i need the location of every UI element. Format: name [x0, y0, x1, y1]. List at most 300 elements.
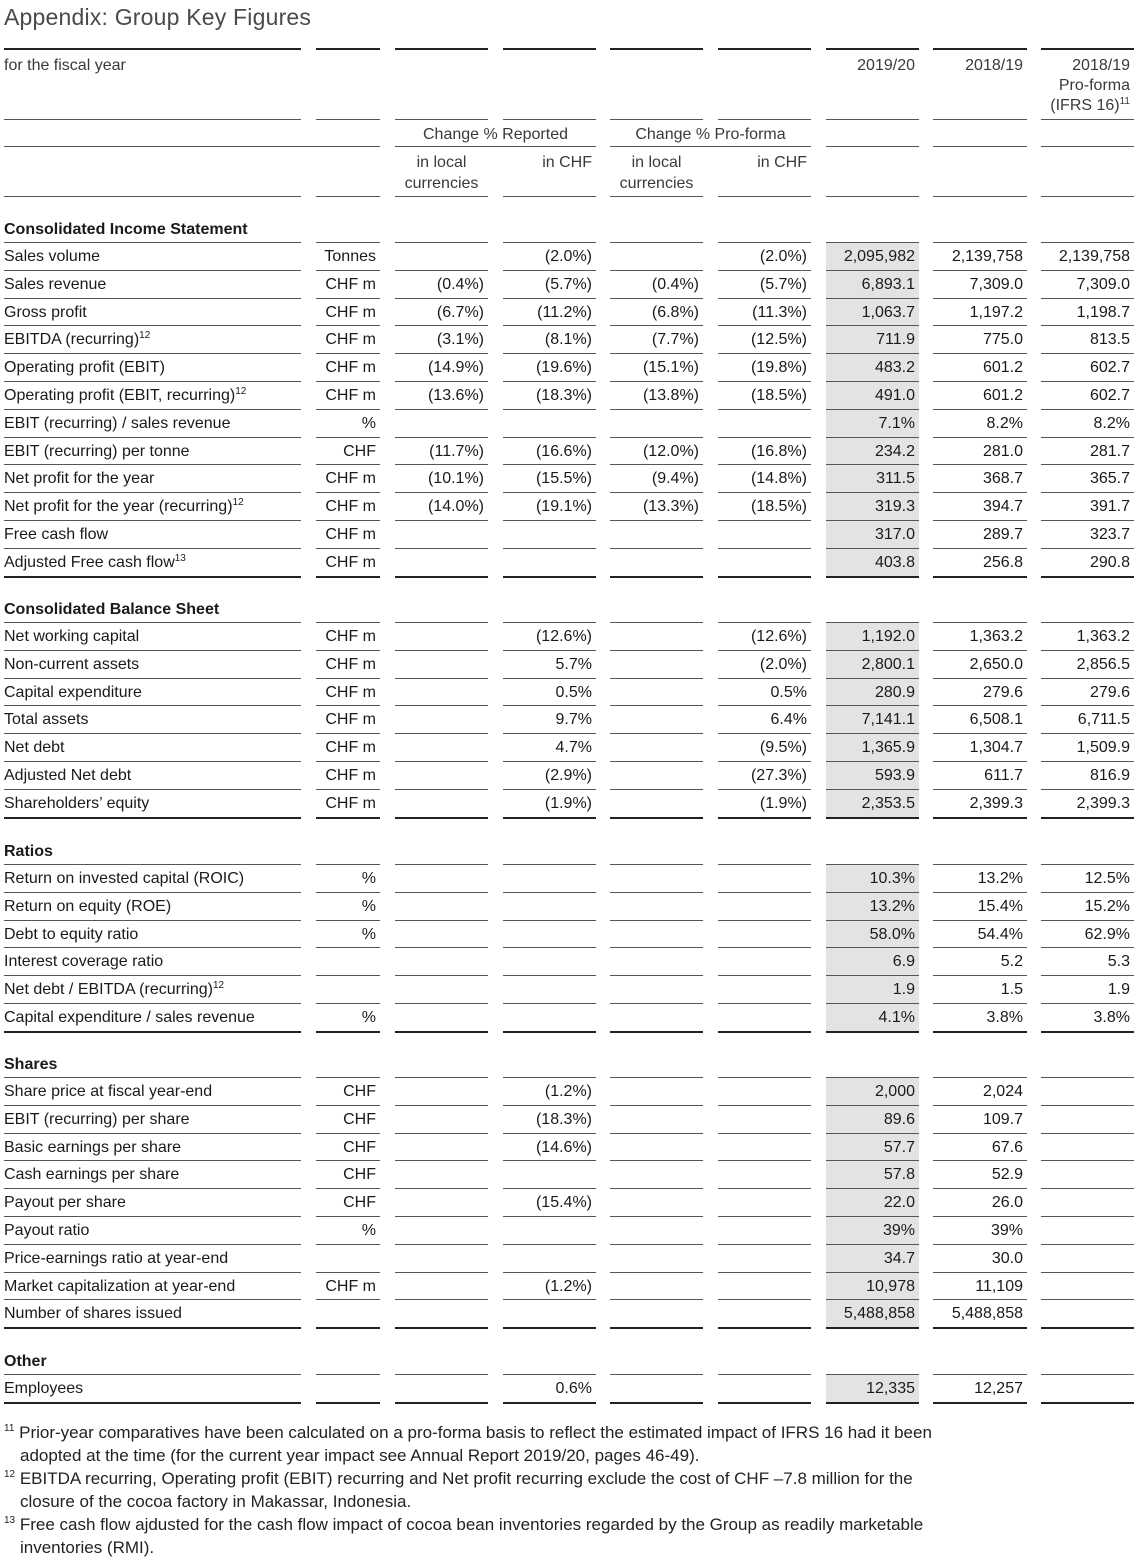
cell-y2: 109.7 — [982, 1110, 1023, 1128]
rule-line — [316, 705, 380, 706]
rule-line — [395, 920, 488, 921]
cell-y1: 2,353.5 — [861, 794, 915, 812]
rule-line — [718, 1003, 811, 1004]
rule-line — [4, 705, 301, 706]
rule-line — [395, 48, 488, 50]
rule-line — [933, 409, 1027, 410]
rule-line — [4, 733, 301, 734]
row-unit: CHF m — [325, 655, 376, 673]
row-unit: CHF m — [325, 275, 376, 293]
rule-line — [1041, 464, 1134, 465]
rule-line — [4, 48, 301, 50]
rule-line — [503, 1272, 596, 1273]
cell-c4: (1.9%) — [759, 794, 807, 812]
rule-line — [4, 146, 329, 147]
rule-line — [610, 705, 703, 706]
rule-line — [316, 947, 380, 948]
rule-line — [503, 947, 596, 948]
rule-line — [1041, 520, 1134, 521]
rule-line — [826, 789, 919, 790]
rule-line — [316, 733, 380, 734]
rule-line — [610, 548, 703, 549]
rule-line — [933, 1272, 1027, 1273]
rule-line — [933, 1031, 1027, 1033]
rule-line — [4, 817, 301, 819]
year-proforma-header: 2018/19 — [1072, 57, 1130, 74]
rule-line — [610, 1031, 703, 1033]
rule-line — [316, 817, 380, 819]
rule-line — [718, 622, 811, 623]
rule-line — [933, 548, 1027, 549]
rule-line — [316, 242, 380, 243]
rule-line — [933, 1216, 1027, 1217]
rule-line — [1041, 1402, 1134, 1404]
rule-line — [395, 1133, 488, 1134]
rule-line — [316, 270, 380, 271]
rule-line — [503, 1105, 596, 1106]
rule-line — [395, 548, 488, 549]
rule-line — [1041, 437, 1134, 438]
rule-line — [718, 975, 811, 976]
cell-y2: 1,363.2 — [969, 628, 1023, 645]
rule-line — [395, 1031, 488, 1033]
rule-line — [933, 1160, 1027, 1161]
cell-y1: 317.0 — [874, 526, 915, 543]
rule-line — [718, 353, 811, 354]
rule-line — [316, 1160, 380, 1161]
section-title: Consolidated Income Statement — [4, 221, 248, 238]
rule-line — [610, 1077, 703, 1078]
rule-line — [316, 789, 380, 790]
rule-line — [395, 119, 488, 120]
rule-line — [610, 1374, 703, 1375]
rule-line — [1041, 817, 1134, 819]
rule-line — [316, 381, 380, 382]
cell-c1: (0.4%) — [436, 275, 484, 293]
row-unit: CHF — [343, 442, 376, 460]
footnote-text: closure of the cocoa factory in Makassar, Indonesia. — [20, 1492, 412, 1511]
row-label: Interest coverage ratio — [4, 953, 164, 971]
row-label: Net profit for the year — [4, 470, 155, 488]
rule-line — [1041, 678, 1134, 679]
rule-line — [826, 1327, 919, 1329]
rule-line — [395, 892, 488, 893]
rule-line — [933, 520, 1027, 521]
cell-c1: (14.9%) — [427, 359, 484, 377]
rule-line — [503, 975, 596, 976]
cell-c2: (15.4%) — [535, 1194, 592, 1212]
rule-line — [826, 520, 919, 521]
footnote-text: Free cash flow ajdusted for the cash flow impact of cocoa bean inventories regarded by the Group as readily marketable — [15, 1515, 924, 1534]
rule-line — [1041, 864, 1134, 865]
rule-line — [718, 1272, 811, 1273]
rule-line — [610, 298, 703, 299]
rule-line — [933, 1374, 1027, 1375]
cell-c2: (1.2%) — [544, 1277, 592, 1295]
rule-line — [933, 1105, 1027, 1106]
cell-y2: 2,650.0 — [969, 655, 1023, 673]
cell-y3: 7,309.0 — [1076, 275, 1130, 293]
rule-line — [933, 492, 1027, 493]
rule-line — [316, 1105, 380, 1106]
rule-line — [316, 920, 380, 921]
rule-line — [4, 920, 301, 921]
row-label: Total assets — [4, 711, 89, 729]
cell-y1: 491.0 — [874, 387, 915, 404]
row-label: Net profit for the year (recurring)$^{12}$ — [4, 497, 244, 516]
rule-line — [933, 437, 1027, 438]
rule-line — [395, 650, 488, 651]
cell-y3: 6,711.5 — [1077, 711, 1130, 729]
cell-y1: 311.5 — [876, 470, 915, 488]
rule-line — [826, 1272, 919, 1273]
rule-line — [4, 381, 301, 382]
rule-line — [316, 1077, 380, 1078]
cell-c4: (18.5%) — [750, 387, 807, 404]
rule-line — [610, 789, 703, 790]
rule-line — [503, 1299, 596, 1300]
cell-y2: 52.9 — [991, 1166, 1023, 1184]
cell-c2: (11.2%) — [537, 303, 592, 321]
rule-line — [395, 242, 488, 243]
cell-y2: 394.7 — [982, 498, 1023, 516]
row-unit: CHF m — [325, 1277, 376, 1295]
rule-line — [718, 947, 811, 948]
rule-line — [4, 650, 301, 651]
cell-y2: 281.0 — [982, 442, 1023, 460]
rule-line — [316, 520, 380, 521]
rule-line — [610, 492, 703, 493]
cell-c4: 0.5% — [770, 683, 807, 701]
rule-line — [610, 409, 703, 410]
rule-line — [316, 1299, 380, 1300]
rule-line — [395, 1272, 488, 1273]
cell-y1: 10.3% — [869, 870, 915, 887]
row-label: Operating profit (EBIT) — [4, 359, 165, 377]
rule-line — [826, 1216, 919, 1217]
cell-c4: (2.0%) — [759, 248, 807, 265]
rule-line — [503, 520, 596, 521]
cell-c2: (2.9%) — [544, 767, 592, 784]
rule-line — [503, 1188, 596, 1189]
rule-line — [316, 196, 380, 197]
footnote — [4, 1467, 1104, 1513]
row-label: Basic earnings per share — [4, 1138, 181, 1156]
cell-y1: 7.1% — [878, 414, 915, 432]
cell-c2: (2.0%) — [544, 248, 592, 265]
rule-line — [933, 576, 1027, 578]
rule-line — [4, 119, 301, 120]
rule-line — [1041, 975, 1134, 976]
row-label: EBITDA (recurring)$^{12}$ — [4, 330, 151, 349]
rule-line — [395, 381, 488, 382]
rule-line — [933, 196, 1027, 197]
rule-line — [503, 1003, 596, 1004]
row-unit: CHF m — [325, 794, 376, 812]
rule-line — [718, 650, 811, 651]
rule-line — [826, 1244, 919, 1245]
rule-line — [1041, 733, 1134, 734]
cell-c3: (15.1%) — [642, 359, 699, 377]
chf-header: in CHF — [542, 154, 592, 171]
cell-c4: (14.8%) — [750, 470, 807, 488]
rule-line — [933, 733, 1027, 734]
rule-line — [1041, 576, 1134, 578]
row-label: Sales volume — [4, 248, 101, 265]
rule-line — [826, 1402, 919, 1404]
rule-line — [933, 353, 1027, 354]
footnote-ref: 12 — [235, 386, 247, 397]
rule-line — [718, 789, 811, 790]
rule-line — [826, 650, 919, 651]
rule-line — [826, 1031, 919, 1033]
rule-line — [933, 1077, 1027, 1078]
rule-line — [718, 1216, 811, 1217]
rule-line — [395, 1299, 488, 1300]
rule-line — [316, 492, 380, 493]
rule-line — [610, 270, 703, 271]
rule-line — [4, 1327, 301, 1329]
rule-line — [1041, 119, 1134, 120]
rule-line — [395, 576, 488, 578]
rule-line — [718, 761, 811, 762]
rule-line — [395, 1188, 488, 1189]
rule-line — [610, 678, 703, 679]
rule-line — [933, 464, 1027, 465]
cell-c4: (5.7%) — [759, 275, 807, 293]
rule-line — [503, 298, 596, 299]
rule-line — [4, 437, 301, 438]
cell-y1: 58.0% — [869, 925, 915, 943]
rule-line — [1041, 1216, 1134, 1217]
cell-c4: 6.4% — [770, 711, 807, 729]
rule-line — [503, 119, 596, 120]
rule-line — [503, 464, 596, 465]
rule-line — [395, 705, 488, 706]
footnote-ref: 12 — [139, 330, 151, 342]
rule-line — [1041, 789, 1134, 790]
row-unit: CHF m — [325, 470, 376, 488]
cell-y3: 1,363.2 — [1076, 628, 1130, 645]
rule-line — [316, 1272, 380, 1273]
local-currency-header: currencies — [404, 175, 479, 192]
rule-line — [503, 1216, 596, 1217]
cell-c4: (16.8%) — [750, 442, 807, 460]
rule-line — [1041, 650, 1134, 651]
row-label: Free cash flow — [4, 526, 109, 543]
rule-line — [503, 242, 596, 243]
cell-y1: 280.9 — [874, 683, 915, 701]
cell-y3: 2,856.5 — [1076, 655, 1130, 673]
cell-c4: (27.3%) — [750, 767, 807, 784]
rule-line — [718, 1077, 811, 1078]
cell-c2: (18.3%) — [535, 1110, 592, 1128]
rule-line — [503, 548, 596, 549]
rule-line — [4, 975, 301, 976]
cell-y2: 12,257 — [974, 1380, 1023, 1397]
footnote-text: Prior-year comparatives have been calculated on a pro-forma basis to reflect the estimated impact of IFRS 16 had it been — [14, 1423, 932, 1442]
row-unit: CHF m — [325, 683, 376, 701]
cell-y3: 15.2% — [1084, 897, 1130, 915]
cell-y2: 1.5 — [1000, 981, 1023, 999]
rule-line — [826, 298, 919, 299]
cell-y2: 601.2 — [982, 387, 1023, 404]
cell-y3: 1,198.7 — [1076, 303, 1130, 321]
footnote-text: adopted at the time (for the current year impact see Annual Report 2019/20, pages 46-49). — [20, 1446, 700, 1465]
cell-y1: 1.9 — [892, 981, 915, 999]
rule-line — [316, 1133, 380, 1134]
cell-y1: 234.2 — [874, 442, 915, 460]
cell-y2: 30.0 — [991, 1249, 1023, 1267]
rule-line — [316, 409, 380, 410]
rule-line — [4, 1133, 301, 1134]
rule-line — [718, 678, 811, 679]
rule-line — [1041, 492, 1134, 493]
rule-line — [503, 761, 596, 762]
cell-y2: 775.0 — [982, 331, 1023, 349]
cell-c3: (0.4%) — [651, 275, 699, 293]
rule-line — [826, 1105, 919, 1106]
row-label: Payout per share — [4, 1194, 126, 1212]
rule-line — [1041, 1105, 1134, 1106]
rule-line — [826, 119, 919, 120]
cell-y3: 12.5% — [1084, 870, 1130, 887]
cell-c2: (1.2%) — [544, 1083, 592, 1100]
rule-line — [1041, 1031, 1134, 1033]
row-label: Adjusted Net debt — [4, 767, 132, 784]
row-unit: CHF m — [325, 628, 376, 645]
rule-line — [933, 817, 1027, 819]
rule-line — [610, 947, 703, 948]
row-unit: % — [361, 1009, 376, 1026]
rule-line — [4, 1031, 301, 1033]
rule-line — [4, 520, 301, 521]
cell-y1: 13.2% — [869, 897, 915, 915]
row-unit: CHF m — [325, 526, 376, 543]
row-label: Net debt — [4, 739, 65, 757]
rule-line — [718, 492, 811, 493]
rule-line — [395, 520, 488, 521]
rule-line — [395, 975, 488, 976]
cell-y3: 602.7 — [1089, 359, 1130, 377]
rule-line — [933, 1402, 1027, 1404]
cell-c2: (12.6%) — [535, 628, 592, 645]
cell-y2: 2,399.3 — [969, 794, 1023, 812]
rule-line — [503, 1077, 596, 1078]
rule-line — [4, 1216, 301, 1217]
cell-y1: 1,063.7 — [861, 303, 915, 321]
rule-line — [395, 1216, 488, 1217]
row-label: Debt to equity ratio — [4, 925, 139, 943]
rule-line — [933, 1133, 1027, 1134]
row-label: Capital expenditure — [4, 683, 142, 701]
cell-y2: 611.7 — [984, 767, 1023, 784]
cell-c2: (14.6%) — [535, 1138, 592, 1156]
rule-line — [610, 650, 703, 651]
cell-c4: (18.5%) — [750, 498, 807, 516]
rule-line — [933, 975, 1027, 976]
cell-c4: (12.6%) — [750, 628, 807, 645]
rule-line — [826, 548, 919, 549]
cell-y3: 5.3 — [1107, 953, 1130, 971]
cell-y1: 1,192.0 — [861, 628, 915, 645]
rule-line — [718, 270, 811, 271]
cell-c4: (9.5%) — [759, 739, 807, 757]
rule-line — [610, 920, 703, 921]
rule-line — [1041, 270, 1134, 271]
row-label: Cash earnings per share — [4, 1166, 180, 1184]
rule-line — [503, 789, 596, 790]
rule-line — [826, 817, 919, 819]
footnote — [4, 1513, 1104, 1559]
rule-line — [4, 892, 301, 893]
cell-y2: 26.0 — [991, 1194, 1023, 1212]
cell-y3: 62.9% — [1084, 925, 1130, 943]
rule-line — [718, 1244, 811, 1245]
rule-line — [1041, 196, 1134, 197]
rule-line — [503, 381, 596, 382]
rule-line — [4, 270, 301, 271]
rule-line — [826, 353, 919, 354]
section-title: Consolidated Balance Sheet — [4, 601, 220, 618]
rule-line — [718, 920, 811, 921]
rule-line — [395, 298, 488, 299]
rule-line — [316, 864, 380, 865]
cell-y1: 1,365.9 — [861, 739, 915, 757]
cell-c3: (7.7%) — [651, 331, 699, 349]
cell-c3: (12.0%) — [642, 442, 699, 460]
rule-line — [395, 622, 488, 623]
cell-c3: (13.8%) — [642, 387, 699, 404]
cell-y3: 1.9 — [1107, 981, 1130, 999]
rule-line — [503, 576, 596, 578]
rule-line — [1041, 1003, 1134, 1004]
rule-line — [933, 892, 1027, 893]
row-label: EBIT (recurring) per share — [4, 1110, 190, 1128]
rule-line — [933, 381, 1027, 382]
rule-line — [718, 409, 811, 410]
row-unit: CHF — [343, 1110, 376, 1128]
rule-line — [503, 1374, 596, 1375]
rule-line — [503, 892, 596, 893]
rule-line — [4, 492, 301, 493]
rule-line — [610, 733, 703, 734]
cell-c3: (9.4%) — [651, 470, 699, 488]
rule-line — [933, 864, 1027, 865]
footnote-ref: 12 — [232, 497, 244, 509]
rule-line — [718, 242, 811, 243]
rule-line — [933, 146, 1027, 147]
footnote-number: 11 — [4, 1423, 15, 1434]
row-unit: CHF m — [325, 359, 376, 377]
cell-y1: 403.8 — [874, 553, 915, 571]
row-label: Non-current assets — [4, 655, 140, 673]
rule-line — [4, 678, 301, 679]
rule-line — [610, 437, 703, 438]
rule-line — [316, 622, 380, 623]
cell-y2: 11,109 — [975, 1277, 1023, 1295]
rule-line — [718, 1133, 811, 1134]
row-label: Capital expenditure / sales revenue — [4, 1009, 255, 1026]
row-label: Share price at fiscal year-end — [4, 1083, 213, 1100]
rule-line — [933, 920, 1027, 921]
rule-line — [718, 325, 811, 326]
rule-line — [4, 1077, 301, 1078]
row-unit: % — [361, 925, 376, 943]
cell-c2: 0.6% — [555, 1380, 592, 1397]
rule-line — [933, 1327, 1027, 1329]
cell-y3: 602.7 — [1089, 387, 1130, 404]
